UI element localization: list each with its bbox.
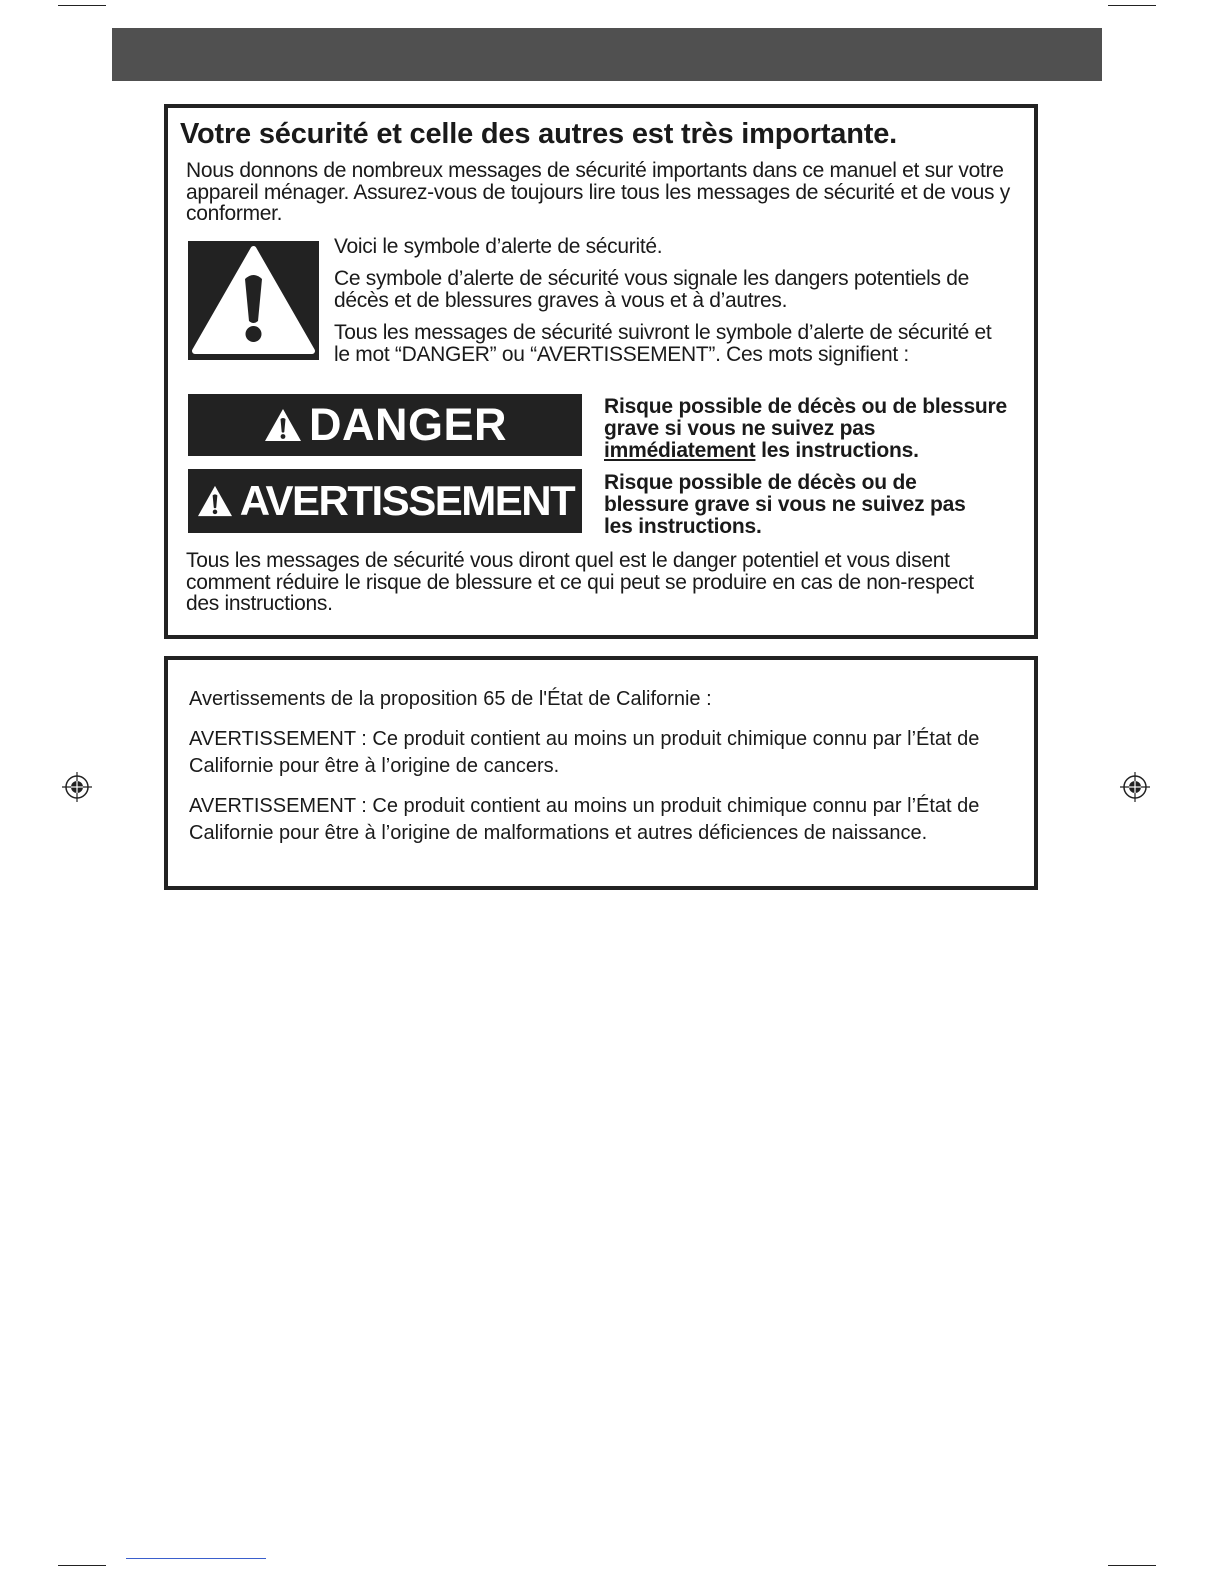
prop65-warning-cancer: AVERTISSEMENT : Ce produit contient au moins un produit chimique connu par l’État de Californie pour être à l’origine de cancers.	[189, 728, 980, 777]
crop-mark-bottom-left	[58, 1565, 106, 1566]
symbol-intro: Voici le symbole d’alerte de sécurité.	[334, 235, 663, 258]
prop65-warning-birth: AVERTISSEMENT : Ce produit contient au moins un produit chimique connu par l’État de Californie pour être à l’origine de malformations et autres déficiences de naissance.	[189, 795, 980, 844]
safety-closing: Tous les messages de sécurité vous diront quel est le danger potentiel et vous disent comment réduire le risque de blessure et ce qui peut se produire en cas de non-respect des instructions.	[186, 549, 974, 615]
danger-description	[604, 396, 1024, 462]
safety-intro: Nous donnons de nombreux messages de sécurité importants dans ce manuel et sur votre appareil ménager. Assurez-vous de toujours lire tous les messages de sécurité et de vous y conformer.	[186, 159, 1010, 225]
prop65-heading: Avertissements de la proposition 65 de l'État de Californie :	[189, 688, 712, 710]
safety-title: Votre sécurité et celle des autres est très importante.	[180, 118, 897, 150]
danger-signal	[188, 394, 582, 456]
danger-desc-emphasis: immédiatement	[604, 439, 756, 462]
prop65-box	[164, 656, 1038, 890]
signal-words-intro: Tous les messages de sécurité suivront le symbole d’alerte de sécurité et le mot “DANGER” ou “AVERTISSEMENT”. Ces mots signifient :	[334, 321, 992, 366]
warning-triangle-icon	[263, 407, 303, 443]
warning-signal	[188, 469, 582, 533]
danger-label: DANGER	[308, 399, 507, 450]
danger-desc-before: Risque possible de décès ou de blessure grave si vous ne suivez pas	[604, 395, 1008, 440]
warning-label: AVERTISSEMENT	[239, 477, 575, 524]
warning-description: Risque possible de décès ou de blessure grave si vous ne suivez pas les instructions.	[604, 471, 966, 538]
footer-rule	[126, 1558, 266, 1559]
header-bar	[112, 28, 1102, 81]
crop-mark-bottom-right	[1108, 1565, 1156, 1566]
registration-mark-icon	[62, 772, 92, 802]
danger-desc-after: les instructions.	[761, 439, 919, 462]
safety-box	[164, 104, 1038, 639]
registration-mark-icon	[1120, 772, 1150, 802]
crop-mark-top-right	[1108, 5, 1156, 6]
crop-mark-top-left	[58, 5, 106, 6]
warning-triangle-icon	[196, 484, 234, 518]
safety-alert-icon	[188, 241, 319, 360]
symbol-description: Ce symbole d’alerte de sécurité vous signale les dangers potentiels de décès et de blessures graves à vous et à d’autres.	[334, 267, 970, 312]
